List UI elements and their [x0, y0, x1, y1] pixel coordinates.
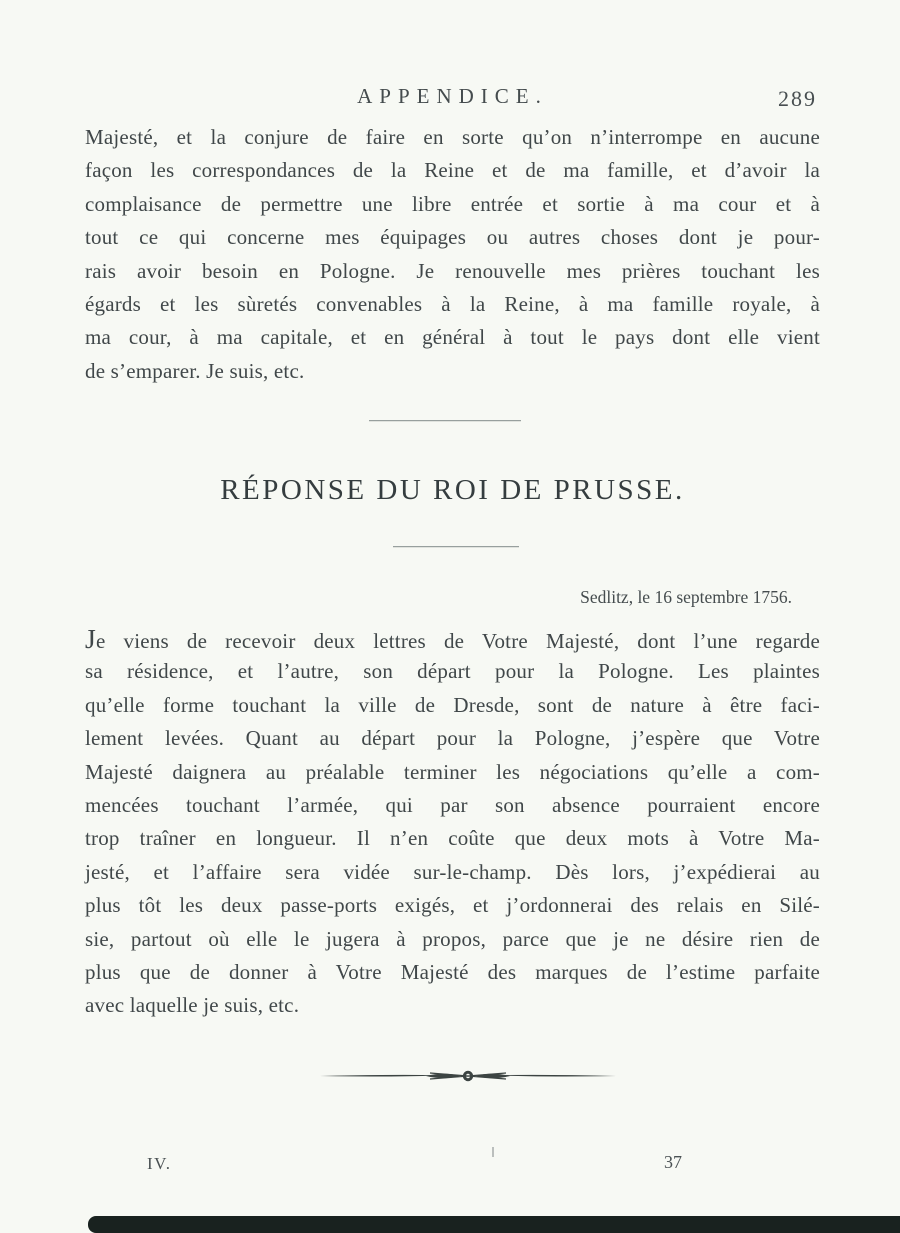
- text-line: Majesté, et la conjure de faire en sorte qu’on n’interrompe en aucune: [85, 125, 820, 149]
- text-line: sie, partout où elle le jugera à propos, parce que je ne désire rien de: [85, 926, 820, 951]
- text-line: sa résidence, et l’autre, son départ pour la Pologne. Les plaintes: [85, 659, 820, 684]
- text-line: avec laquelle je suis, etc.: [85, 993, 300, 1018]
- text-line: plus tôt les deux passe-ports exigés, et j’ordonnerai des relais en Silé-: [85, 893, 820, 918]
- paragraph-continuation: [85, 121, 820, 388]
- dateline: Sedlitz, le 16 septembre 1756.: [580, 587, 792, 607]
- text-line: égards et les sùretés convenables à la Reine, à ma famille royale, à: [85, 291, 820, 316]
- divider-rule: [369, 420, 521, 421]
- text-line: Je viens de recevoir deux lettres de Votre Majesté, dont l’une regarde: [85, 623, 820, 654]
- page-number: 289: [778, 86, 817, 111]
- divider-rule: [393, 546, 519, 547]
- text-line: tout ce qui concerne mes équipages ou autres choses dont je pour-: [85, 225, 820, 250]
- text-line: lement levées. Quant au départ pour la Pologne, j’espère que Votre: [85, 726, 820, 751]
- footer-volume-number: IV.: [147, 1154, 172, 1173]
- ornament-divider-icon: [318, 1068, 618, 1084]
- text-line: Majesté daignera au préalable terminer les négociations qu’elle a com-: [85, 759, 820, 784]
- text-line: plus que de donner à Votre Majesté des marques de l’estime parfaite: [85, 959, 820, 984]
- section-title: RÉPONSE DU ROI DE PRUSSE.: [220, 474, 685, 506]
- footer-signature-number: 37: [664, 1152, 682, 1172]
- scan-speck-mark: [492, 1147, 494, 1157]
- text-line: complaisance de permettre une libre entrée et sortie à ma cour et à: [85, 191, 820, 216]
- running-head: APPENDICE.: [357, 84, 548, 108]
- text-line: mencées touchant l’armée, qui par son absence pourraient encore: [85, 792, 820, 817]
- text-line: jesté, et l’affaire sera vidée sur-le-champ. Dès lors, j’expédierai au: [85, 859, 820, 884]
- text-line: qu’elle forme touchant la ville de Dresde, sont de nature à être faci-: [85, 692, 820, 717]
- scan-edge-band: [88, 1216, 900, 1233]
- text-line: de s’emparer. Je suis, etc.: [85, 358, 305, 383]
- letter-body-paragraph: [85, 622, 820, 1023]
- text-line: ma cour, à ma capitale, et en général à tout le pays dont elle vient: [85, 325, 820, 350]
- text-line: trop traîner en longueur. Il n’en coûte que deux mots à Votre Ma-: [85, 826, 820, 851]
- text-line: rais avoir besoin en Pologne. Je renouvelle mes prières touchant les: [85, 258, 820, 283]
- text-line: façon les correspondances de la Reine et de ma famille, et d’avoir la: [85, 158, 820, 183]
